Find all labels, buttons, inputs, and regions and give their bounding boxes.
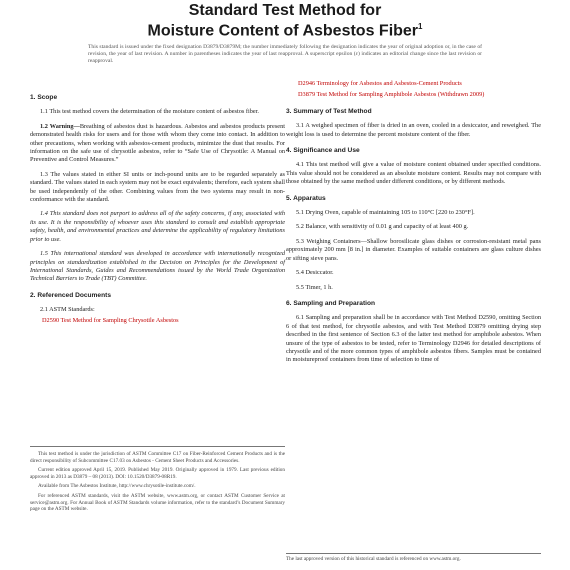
footnotes — [30, 446, 285, 516]
title-line-2 — [0, 18, 570, 40]
paragraph-5-4: 5.4 Desiccator. — [296, 269, 334, 277]
bottom-note: The last approved version of this historical standard is referenced on www.astm.org. — [286, 553, 541, 563]
section-heading-apparatus: 5. Apparatus — [286, 194, 326, 202]
footnote-3: For referenced ASTM standards, visit the ASTM website, www.astm.org, or contact ASTM Customer Service at service@astm.org. For Annual Book of ASTM Standards volume information, refer to the standard’s Document Summary page on the ASTM website. — [30, 492, 285, 513]
paragraph-1-3: 1.3 The values stated in either SI units or inch-pound units are to be regarded separately as standard. The values stated in each system may not be exact equivalents; therefore, each system shall be used independently of the other. Combining values from the two systems may result in non-conformance with the standard. — [30, 170, 285, 204]
section-heading-significance: 4. Significance and Use — [286, 147, 360, 155]
footnote-1: This test method is under the jurisdiction of ASTM Committee C17 on Fiber-Reinforced Cement Products and is the direct responsibility of Subcommittee C17.03 on Asbestos - Cement Sheet Products and Accessories. — [30, 451, 285, 464]
paragraph-1-2 — [30, 123, 285, 165]
paragraph-3-1: 3.1 A weighed specimen of fiber is dried in an oven, cooled in a desiccator, and reweighed. The weight loss is used to determine the percent moisture content of the fiber. — [286, 122, 541, 138]
warning-label: 1.2 Warning— — [40, 122, 80, 130]
section-heading-sampling: 6. Sampling and Preparation — [286, 299, 376, 307]
paragraph-5-5: 5.5 Timer, 1 h. — [296, 283, 333, 291]
paragraph-6-1: 6.1 Sampling and preparation shall be in accordance with Test Method D2590, omitting Section 6 of that test method, for chrysotile asbestos, and with Test Method D3879 omitting drying step described in the first sentence of Section 6.3 of the latter test method for amphibole asbestos. When unsure of the type of asbestos to be tested, refer to Terminology D2946 for detailed descriptions of chrysotile and of the more common types of amphibole asbestos fibers. Samples must be contained in moistureproof containers from time of selection to time of — [286, 314, 541, 364]
paragraph-4-1: 4.1 This test method will give a value of moisture content obtained under specified conditions. This value should not be considered as an absolute moisture content. Results may not compare with those obtained by the same method under different conditions, or by different methods. — [286, 161, 541, 186]
paragraph-5-1: 5.1 Drying Oven, capable of maintaining 105 to 110°C [220 to 230°F]. — [296, 209, 475, 217]
title-text: Moisture Content of Asbestos Fiber — [147, 22, 419, 40]
reference-link-d2590[interactable]: D2590 Test Method for Sampling Chrysotile Asbestos — [42, 316, 179, 324]
footnote-1-edition: Current edition approved April 15, 2019. Published May 2019. Originally approved in 1979. Last previous edition approved in 2013 as D3879 – 08 (2013). DOI: 10.1520/D3879-08R19. — [30, 467, 285, 480]
section-heading-scope: 1. Scope — [30, 94, 58, 101]
reference-link-d3879[interactable]: D3879 Test Method for Sampling Amphibole Asbestos (Withdrawn 2009) — [298, 91, 485, 99]
title-line-1: Standard Test Method for — [188, 2, 382, 19]
paragraph-5-3: 5.3 Weighing Containers—Shallow borosilicate glass dishes or corrosion-resistant metal pans approximately 200 mm [8 in.] in diameter. Examples of suitable containers are glass culture dishes or sifting sieve pans. — [286, 237, 541, 262]
section-heading-referenced-documents: 2. Referenced Documents — [30, 291, 111, 299]
paragraph-1-4: 1.4 This standard does not purport to address all of the safety concerns, if any, associated with its use. It is the responsibility of whoever uses this standard to consult and establish appropriate safety, health, and environmental practices and determine the applicability of regulatory limitations prior to use. — [30, 210, 285, 243]
left-column — [30, 86, 285, 328]
title-footnote-marker: 1 — [418, 22, 423, 31]
warning-text: Breathing of asbestos dust is hazardous. Asbestos and asbestos products present demonstrated health risks for users and for those with whom they come into contact. In addition to other precautions, when working with asbestos-cement products, minimize the dust that results. For information on the safe use of chrysotile asbestos, refer to “Safe Use of Chrysotile: A Manual on Preventive and Control Measures.” — [30, 122, 285, 164]
right-column — [286, 80, 541, 371]
paragraph-2-1: 2.1 ASTM Standards: — [40, 306, 95, 314]
reference-link-d2946[interactable]: D2946 Terminology for Asbestos and Asbestos-Cement Products — [298, 80, 462, 87]
paragraph-5-2: 5.2 Balance, with sensitivity of 0.01 g and capacity of at least 400 g. — [296, 223, 469, 231]
footnote-2: Available from The Asbestos Institute, http://www.chrysotile-institute.com/. — [38, 483, 196, 490]
section-heading-summary: 3. Summary of Test Method — [286, 107, 372, 115]
designation-notice: This standard is issued under the fixed designation D3879/D3879M; the number immediately following the designation indicates the year of original adoption or, in the case of revision, the year of last revision. A number in parentheses indicates the year of last reapproval. A superscript epsilon (ε) indicates an editorial change since the last revision or reapproval. — [88, 44, 482, 65]
paragraph-1-5: 1.5 This international standard was developed in accordance with internationally recognized principles on standardization established in the Decision on Principles for the Development of International Standards, Guides and Recommendations issued by the World Trade Organization Technical Barriers to Trade (TBT) Committee. — [30, 250, 285, 283]
paragraph-1-1: 1.1 This test method covers the determination of the moisture content of asbestos fiber. — [40, 108, 260, 116]
